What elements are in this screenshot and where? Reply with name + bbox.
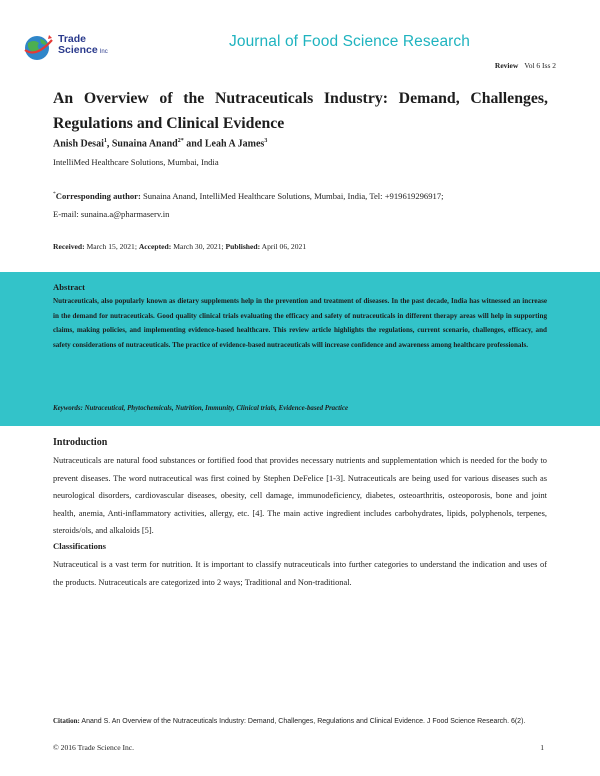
globe-icon xyxy=(22,30,56,64)
article-dates xyxy=(53,242,306,251)
author-name: Sunaina Anand xyxy=(111,138,178,150)
copyright: © 2016 Trade Science Inc. xyxy=(53,743,135,752)
journal-name: Journal of Food Science Research xyxy=(229,33,470,50)
article-type: Review xyxy=(494,61,519,70)
article-type-volume xyxy=(495,61,556,70)
keywords xyxy=(53,405,348,412)
received-label: Received: xyxy=(53,242,85,251)
author-name: Leah A James xyxy=(204,138,265,150)
author-name: Anish Desai xyxy=(53,138,104,150)
published-label: Published: xyxy=(225,242,261,251)
logo-text-science xyxy=(58,45,108,58)
introduction-heading: Introduction xyxy=(53,437,108,448)
received-date: March 15, 2021; xyxy=(84,242,139,251)
published-date: April 06, 2021 xyxy=(260,242,307,251)
publisher-logo xyxy=(22,30,132,64)
corresponding-marker: * xyxy=(53,191,56,198)
author-affiliation-mark: 1 xyxy=(103,138,107,144)
citation-text: Anand S. An Overview of the Nutraceuticals Industry: Demand, Challenges, Regulations and Clinical Evidence. J Food Science Research. 6(2). xyxy=(79,718,526,725)
author-separator: and xyxy=(183,138,205,150)
abstract-heading: Abstract xyxy=(53,282,85,292)
page-number: 1 xyxy=(540,743,544,752)
accepted-date: March 30, 2021; xyxy=(171,242,226,251)
logo-text-science-word: Science xyxy=(58,44,98,56)
logo-text-trade: Trade xyxy=(58,33,87,45)
classifications-paragraph: Nutraceutical is a vast term for nutrition. It is important to classify nutraceuticals into further categories to understand the indication and uses of the products. Nutraceuticals are categorized into 2 ways; Traditional and Non-traditional. xyxy=(53,560,547,587)
author-list xyxy=(53,138,267,149)
corresponding-email: E-mail: sunaina.a@pharmaserv.in xyxy=(53,209,170,219)
logo-text-inc: Inc xyxy=(99,49,108,55)
abstract-text: Nutraceuticals, also popularly known as dietary supplements help in the prevention and treatment of diseases. In the past decade, India has witnessed an increase in the demand for nutraceuticals. Good quality clinical trials evaluating the efficacy and safety of nutraceuticals in different therapy areas will help in supporting claims, making policies, and implementing evidence-based healthcare. This review article highlights the regulations, current scenario, challenges, efficacy, and safety considerations of nutraceuticals. The practice of evidence-based nutraceuticals will increase confidence and awareness among healthcare professionals. xyxy=(53,297,547,349)
keywords-list: Nutraceutical, Phytochemicals, Nutrition, Immunity, Clinical trials, Evidence-based Practice xyxy=(82,405,349,412)
citation xyxy=(53,717,547,727)
keywords-label: Keywords: xyxy=(53,405,83,412)
classifications-heading: Classifications xyxy=(53,541,106,551)
author-affiliation-mark: 3 xyxy=(264,138,268,144)
corresponding-label: Corresponding author: xyxy=(55,191,141,201)
accepted-label: Accepted: xyxy=(138,242,172,251)
author-separator: , xyxy=(106,138,112,150)
volume-issue: Vol 6 Iss 2 xyxy=(524,61,556,70)
citation-label: Citation: xyxy=(53,717,80,725)
abstract-section xyxy=(0,272,600,426)
introduction-paragraph: Nutraceuticals are natural food substances or fortified food that provides necessary nutrients and supplementation which is needed for the body to prevent diseases. The word nutraceutical was first coined by Stephen DeFelice [1-3]. Nutraceuticals are being used for various diseases such as neurological disorders, cardiovascular diseases, obesity, cell damage, immunodeficiency, diabetes, osteoarthritis, osteoporosis, bone and joint health, anemia, Anti-inflammatory activities, allergy, etc. [4]. The main active ingredient includes carbohydrates, lipids, polyphenols, terpenes, steroids/ols, and alkaloids [5]. xyxy=(53,456,547,536)
corresponding-details: Sunaina Anand, IntelliMed Healthcare Solutions, Mumbai, India, Tel: +919619296917; xyxy=(140,191,444,201)
corresponding-author xyxy=(53,191,444,201)
author-affiliation: IntelliMed Healthcare Solutions, Mumbai, India xyxy=(53,157,219,167)
article-title: An Overview of the Nutraceuticals Industry: Demand, Challenges, Regulations and Clinical Evidence xyxy=(53,90,548,132)
author-affiliation-mark: 2* xyxy=(177,138,184,144)
